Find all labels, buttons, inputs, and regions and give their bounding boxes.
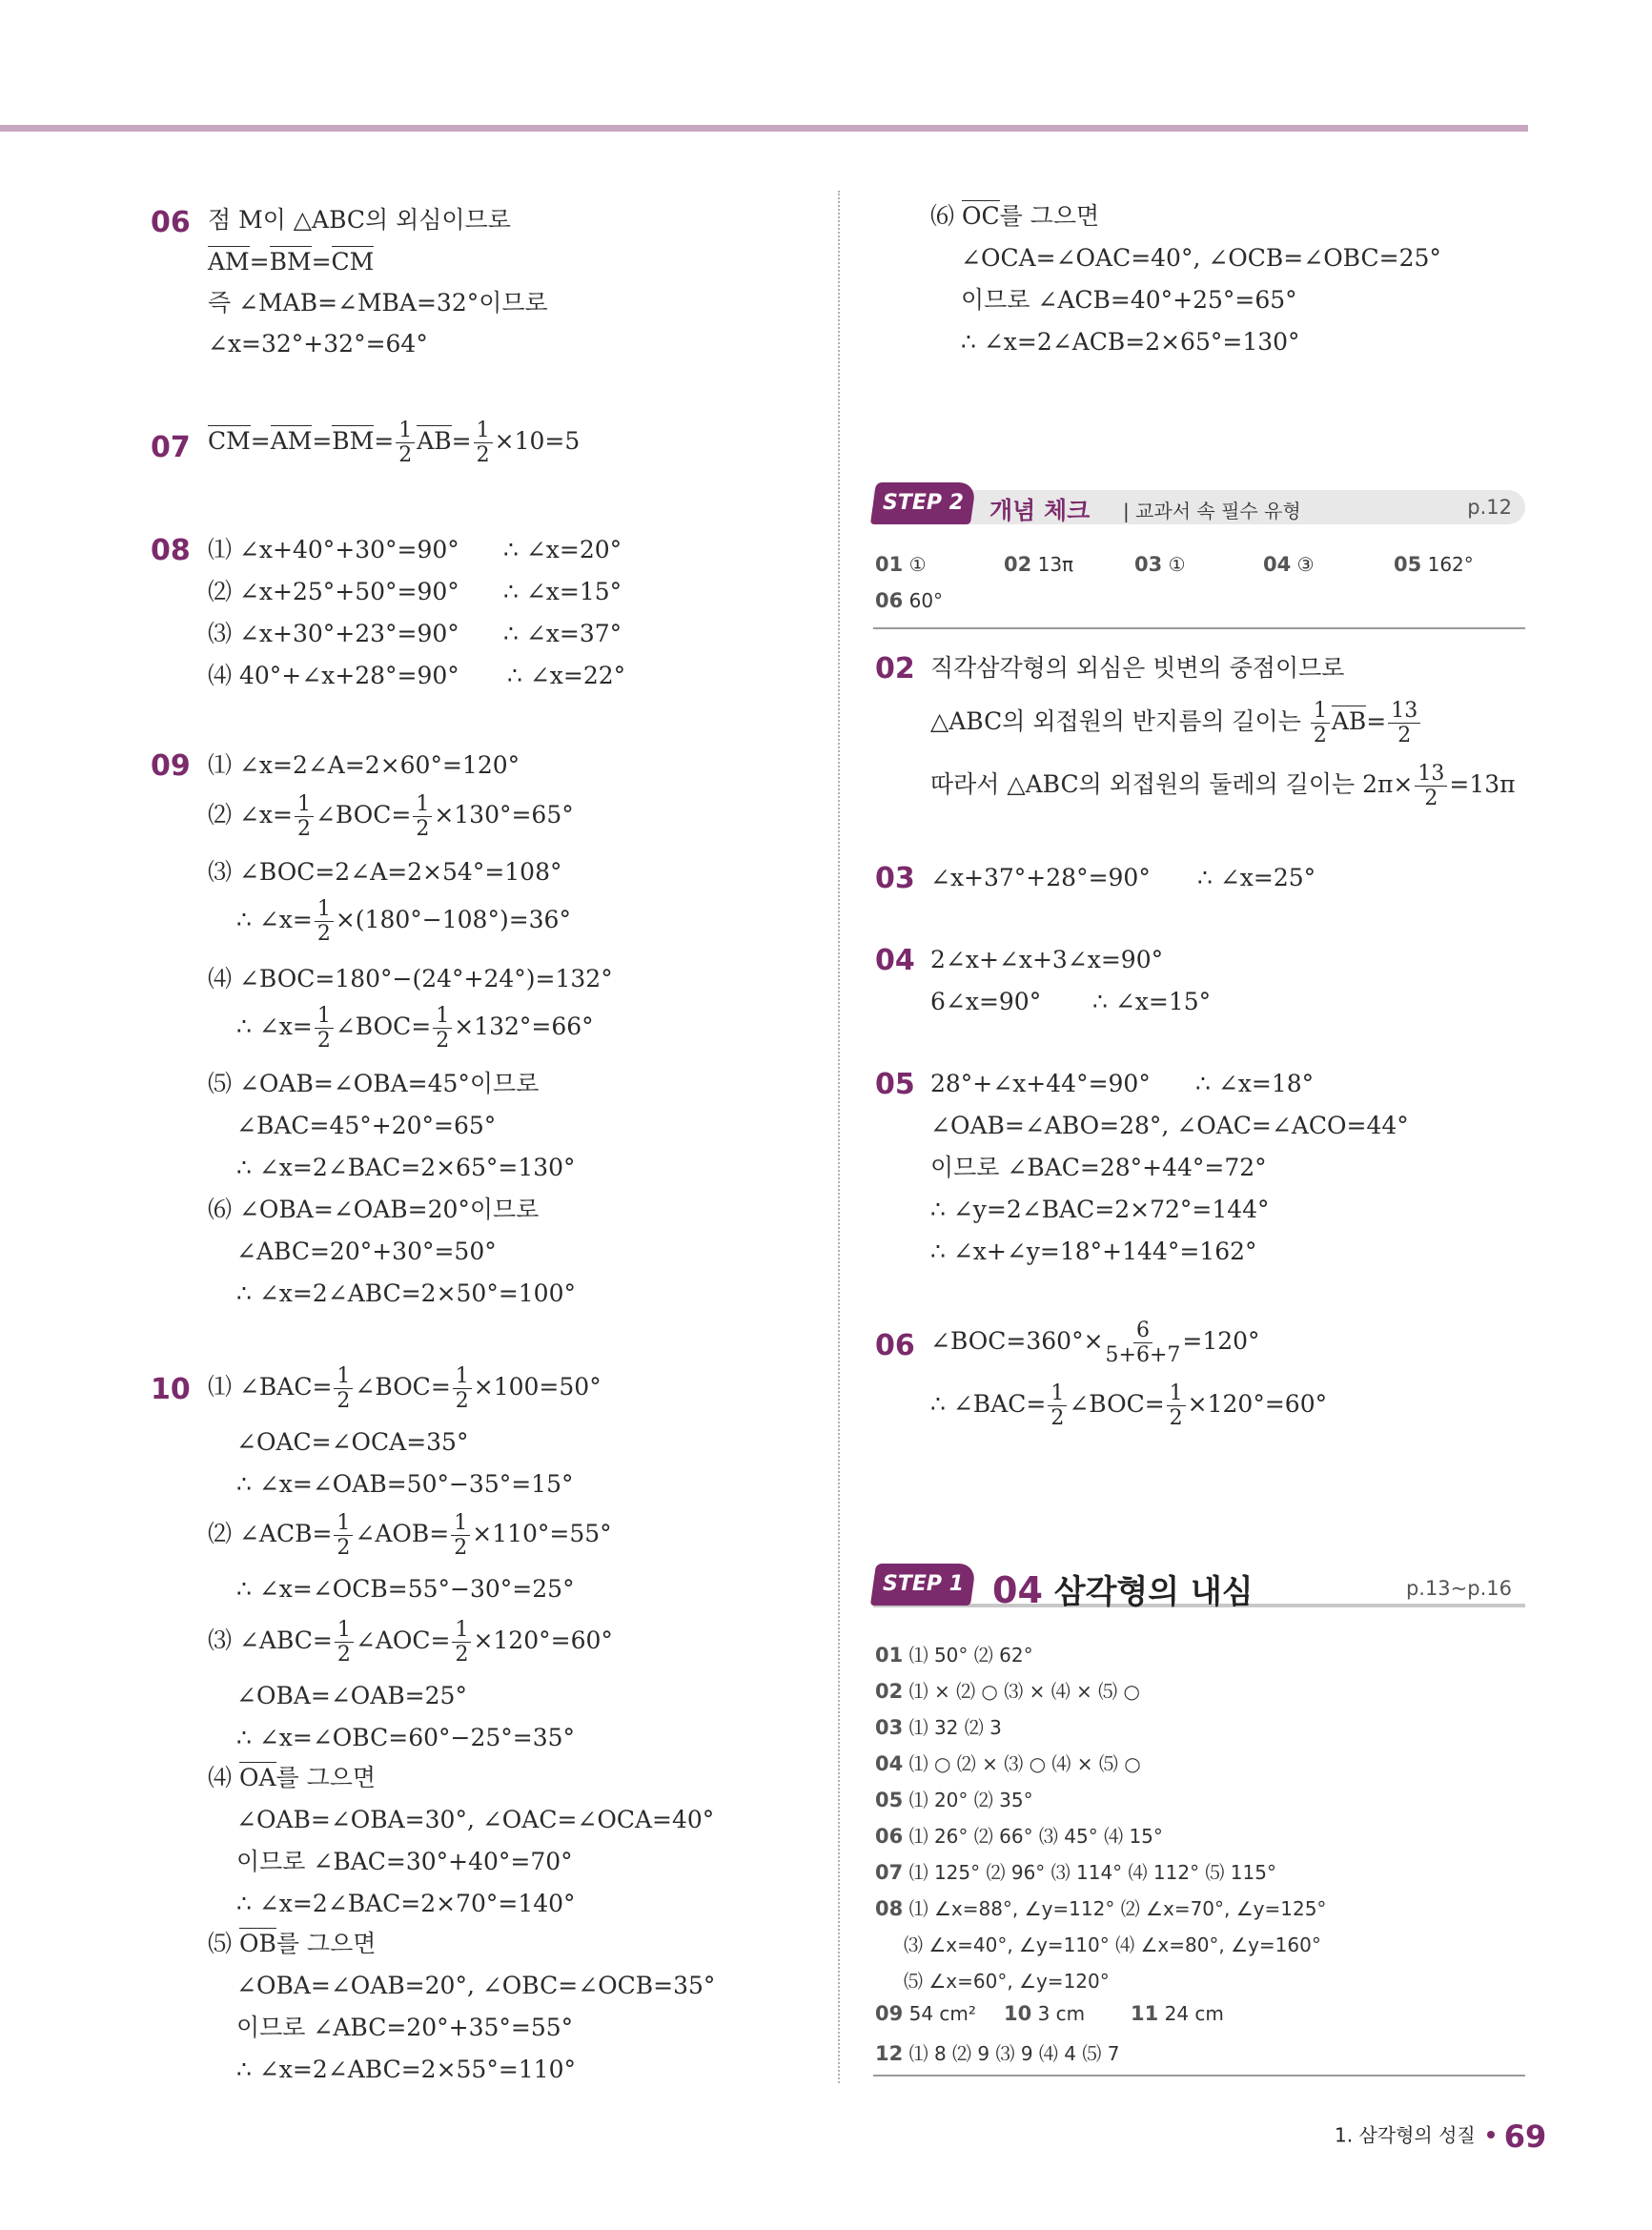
solution-line: ⑹ ∠OBA=∠OAB=20°이므로 [208, 1196, 540, 1223]
chapter-label: 1. 삼각형의 성질 [1335, 2123, 1476, 2147]
solution-line: ∴ ∠x=2∠ABC=2×55°=110° [236, 2056, 576, 2083]
step2-header [873, 488, 1525, 526]
solution-line: ⑸ ∠OAB=∠OBA=45°이므로 [208, 1070, 540, 1097]
solution-line: ∠x=32°+32°=64° [208, 330, 428, 358]
solution-line: CM=AM=BM= $\frac{1}{2}$ AB= $\frac{1}{2}$ ×10=5 [208, 419, 581, 468]
solution-line: AM=BM=CM [208, 248, 375, 276]
solution-line: ⑴ ∠x+40°+30°=90° [208, 536, 459, 563]
problem-number: 06 [151, 206, 191, 239]
section-title: 04 삼각형의 내심 [992, 1569, 1254, 1611]
answer-row: 12 ⑴ 8 ⑵ 9 ⑶ 9 ⑷ 4 ⑸ 7 [875, 2042, 1120, 2065]
solution-line: 점 M이 △ABC의 외심이므로 [208, 206, 511, 234]
answer-row: 11 24 cm [1131, 2002, 1224, 2025]
solution-line: ∴ ∠x= $\frac{1}{2}$ ×(180°−108°)=36° [236, 897, 571, 947]
answer-row: 02 ⑴ × ⑵ ○ ⑶ × ⑷ × ⑸ ○ [875, 1680, 1140, 1703]
page-footer [1335, 2118, 1546, 2155]
answer-row: 03 ⑴ 32 ⑵ 3 [875, 1716, 1002, 1739]
page-number: 69 [1503, 2118, 1547, 2155]
solution-line: ∠OAC=∠OCA=35° [236, 1428, 469, 1456]
solution-line: ⑸ OB를 그으면 [208, 1930, 377, 1957]
solution-line: ∠ABC=20°+30°=50° [236, 1238, 497, 1265]
step-badge: STEP 1 [870, 1564, 976, 1606]
answer-row: 10 3 cm [1004, 2002, 1086, 2025]
solution-line: ∴ ∠y=2∠BAC=2×72°=144° [930, 1196, 1270, 1223]
solution-line: ⑶ ∠x+30°+23°=90° [208, 620, 459, 647]
problem-number: 07 [151, 431, 191, 464]
answer-divider [873, 627, 1525, 629]
solution-line: ⑵ ∠x= $\frac{1}{2}$ ∠BOC= $\frac{1}{2}$ ×130°=65° [208, 792, 574, 842]
problem-number: 10 [151, 1373, 191, 1406]
solution-line: 즉 ∠MAB=∠MBA=32°이므로 [208, 289, 548, 317]
answer-item: 02 13π [1004, 553, 1074, 576]
answer-row: ⑸ ∠x=60°, ∠y=120° [904, 1970, 1110, 1993]
problem-number: 06 [875, 1329, 915, 1362]
solution-line: ⑶ ∠ABC= $\frac{1}{2}$ ∠AOC= $\frac{1}{2}$ ×120°=60° [208, 1618, 613, 1667]
section-subtitle: | 교과서 속 필수 유형 [1123, 500, 1301, 522]
answer-row: ⑶ ∠x=40°, ∠y=110° ⑷ ∠x=80°, ∠y=160° [904, 1933, 1321, 1956]
solution-line: ∴ ∠x=2∠ACB=2×65°=130° [961, 328, 1300, 356]
solution-line: ∠OCA=∠OAC=40°, ∠OCB=∠OBC=25° [961, 244, 1441, 272]
answer-item: 04 ③ [1263, 553, 1315, 576]
solution-line: 따라서 △ABC의 외접원의 둘레의 길이는 2π× $\frac{13}{2}$ =13π [930, 762, 1516, 811]
solution-line: ∴ ∠x=∠OBC=60°−25°=35° [236, 1724, 576, 1751]
answer-item: 03 ① [1134, 553, 1186, 576]
bullet-icon [1487, 2131, 1495, 2138]
solution-result: ∴ ∠x=15° [1092, 988, 1212, 1015]
solution-result: ∴ ∠x=15° [503, 578, 622, 605]
problem-number: 05 [875, 1068, 915, 1101]
solution-line: 2∠x+∠x+3∠x=90° [930, 946, 1164, 973]
answer-row: 05 ⑴ 20° ⑵ 35° [875, 1789, 1033, 1811]
solution-line: ∠OBA=∠OAB=25° [236, 1682, 467, 1709]
solution-line: ∴ ∠x=∠OCB=55°−30°=25° [236, 1575, 575, 1603]
solution-line: ∠x+37°+28°=90° [930, 864, 1151, 891]
solution-line: ⑴ ∠x=2∠A=2×60°=120° [208, 751, 520, 779]
solution-line: ⑵ ∠x+25°+50°=90° [208, 578, 459, 605]
solution-line: 이므로 ∠ACB=40°+25°=65° [961, 286, 1297, 314]
solution-line: ∴ ∠x=∠OAB=50°−35°=15° [236, 1470, 574, 1498]
solution-result: ∴ ∠x=37° [503, 620, 622, 647]
solution-line: ⑹ OC를 그으면 [930, 202, 1100, 230]
step-badge: STEP 2 [870, 482, 976, 524]
solution-line: ∠OBA=∠OAB=20°, ∠OBC=∠OCB=35° [236, 1972, 716, 1999]
solution-line: 이므로 ∠BAC=30°+40°=70° [236, 1848, 573, 1875]
solution-line: ∠OAB=∠ABO=28°, ∠OAC=∠ACO=44° [930, 1112, 1409, 1139]
step1-header [873, 1569, 1525, 1611]
solution-line: 6∠x=90° [930, 988, 1042, 1015]
problem-number: 03 [875, 862, 915, 895]
page-reference: p.13~p.16 [1405, 1577, 1512, 1600]
problem-number: 08 [151, 534, 191, 567]
solution-line: ∴ ∠x= $\frac{1}{2}$ ∠BOC= $\frac{1}{2}$ ×132°=66° [236, 1004, 594, 1054]
answer-row: 04 ⑴ ○ ⑵ × ⑶ ○ ⑷ × ⑸ ○ [875, 1752, 1141, 1775]
solution-line: ⑷ 40°+∠x+28°=90° [208, 662, 459, 689]
solution-line: ∠BAC=45°+20°=65° [236, 1112, 497, 1139]
solution-line: ⑴ ∠BAC= $\frac{1}{2}$ ∠BOC= $\frac{1}{2}$ ×100=50° [208, 1364, 602, 1414]
solution-line: ∴ ∠x=2∠BAC=2×65°=130° [236, 1154, 576, 1181]
solution-line: ∠OAB=∠OBA=30°, ∠OAC=∠OCA=40° [236, 1806, 715, 1833]
solution-line: ∴ ∠x=2∠ABC=2×50°=100° [236, 1279, 576, 1307]
answer-row: 06 ⑴ 26° ⑵ 66° ⑶ 45° ⑷ 15° [875, 1825, 1163, 1848]
page-reference: p.12 [1467, 496, 1512, 519]
solution-line: ⑷ OA를 그으면 [208, 1764, 377, 1791]
problem-number: 02 [875, 652, 915, 685]
solution-line: 이므로 ∠BAC=28°+44°=72° [930, 1154, 1267, 1181]
top-accent-bar [0, 125, 1528, 132]
solution-line: ⑶ ∠BOC=2∠A=2×54°=108° [208, 858, 562, 886]
answer-item: 01 ① [875, 553, 927, 576]
solution-result: ∴ ∠x=18° [1195, 1070, 1315, 1097]
section-title: 개념 체크 [989, 497, 1091, 524]
solution-result: ∴ ∠x=20° [503, 536, 622, 563]
solution-line: 28°+∠x+44°=90° [930, 1070, 1151, 1097]
problem-number: 04 [875, 944, 915, 977]
answer-row: 08 ⑴ ∠x=88°, ∠y=112° ⑵ ∠x=70°, ∠y=125° [875, 1897, 1327, 1920]
column-divider [838, 191, 840, 2083]
solution-line: 직각삼각형의 외심은 빗변의 중점이므로 [930, 654, 1345, 682]
solution-line: ∴ ∠x=2∠BAC=2×70°=140° [236, 1890, 576, 1917]
solution-line: ∴ ∠BAC= $\frac{1}{2}$ ∠BOC= $\frac{1}{2}$ ×120°=60° [930, 1381, 1328, 1431]
solution-result: ∴ ∠x=25° [1197, 864, 1316, 891]
answer-item: 06 60° [875, 589, 944, 612]
problem-number: 09 [151, 749, 191, 783]
solution-line: ⑵ ∠ACB= $\frac{1}{2}$ ∠AOB= $\frac{1}{2}$ ×110°=55° [208, 1511, 612, 1561]
answer-row: 07 ⑴ 125° ⑵ 96° ⑶ 114° ⑷ 112° ⑸ 115° [875, 1861, 1276, 1884]
solution-result: ∴ ∠x=22° [507, 662, 626, 689]
solution-line: ⑷ ∠BOC=180°−(24°+24°)=132° [208, 965, 613, 992]
solution-line: ∴ ∠x+∠y=18°+144°=162° [930, 1238, 1257, 1265]
solution-line: 이므로 ∠ABC=20°+35°=55° [236, 2014, 574, 2041]
answer-item: 05 162° [1394, 553, 1474, 576]
solution-line: ∠BOC=360°× $\frac{6}{5+6+7}$ =120° [930, 1319, 1260, 1368]
answer-row: 01 ⑴ 50° ⑵ 62° [875, 1644, 1033, 1667]
answer-divider [873, 2075, 1525, 2077]
solution-line: △ABC의 외접원의 반지름의 길이는 $\frac{1}{2}$ AB= $\frac{13}{2}$ [930, 700, 1422, 747]
answer-row: 09 54 cm² [875, 2002, 976, 2025]
